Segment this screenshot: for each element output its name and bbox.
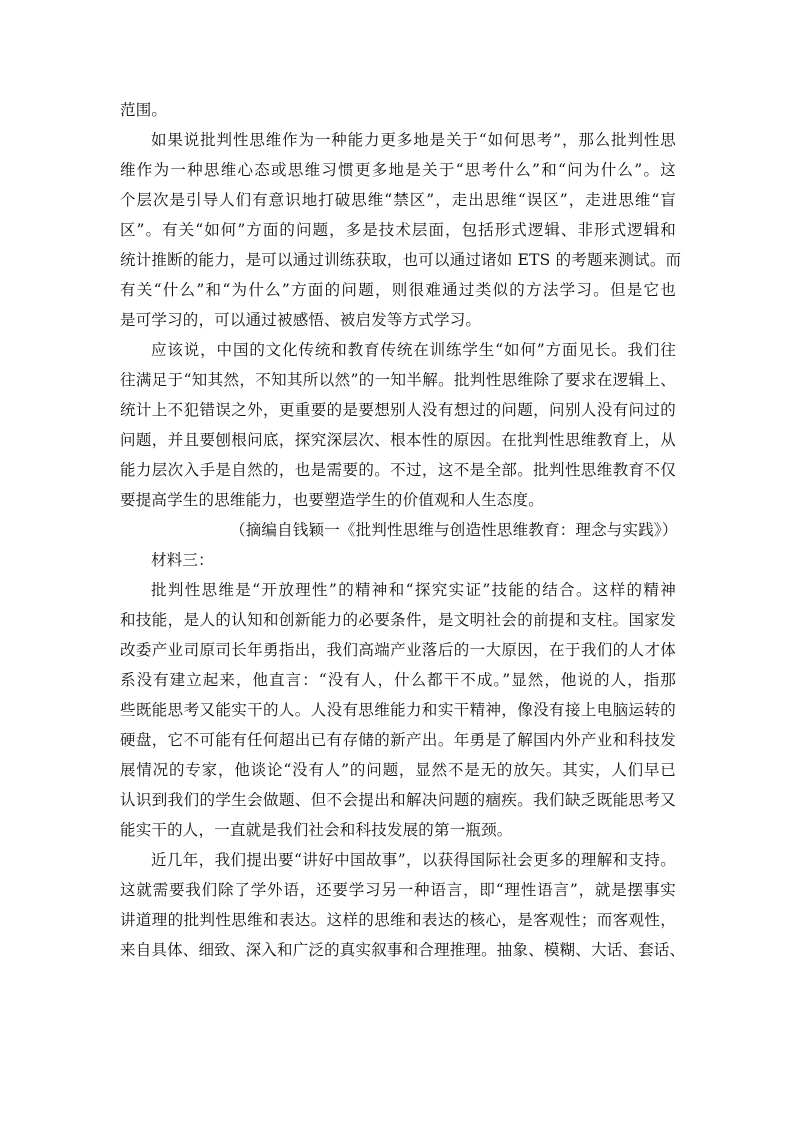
text-line: 认识到我们的学生会做题、但不会提出和解决问题的痼疾。我们缺乏既能思考又 [120, 791, 676, 809]
text-line: 有关“什么”和“为什么”方面的问题，则很难通过类似的方法学习。但是它也 [120, 281, 676, 299]
text-line: 问题，并且要刨根问底，探究深层次、根本性的原因。在批判性思维教育上，从 [120, 431, 676, 449]
text-line: 讲道理的批判性思维和表达。这样的思维和表达的核心，是客观性；而客观性， [120, 911, 676, 929]
text-line: 改委产业司原司长年勇指出，我们高端产业落后的一大原因，在于我们的人才体 [120, 641, 676, 659]
text-line: 系没有建立起来，他直言：“没有人，什么都干不成。”显然，他说的人，指那 [120, 671, 676, 689]
text-line: 是可学习的，可以通过被感悟、被启发等方式学习。 [120, 311, 482, 329]
text-line: 区”。有关“如何”方面的问题，多是技术层面，包括形式逻辑、非形式逻辑和 [120, 221, 676, 239]
text-line: 统计推断的能力，是可以通过训练获取，也可以通过诸如 ETS 的考题来测试。而 [120, 251, 682, 269]
text-line: 来自具体、细致、深入和广泛的真实叙事和合理推理。抽象、模糊、大话、套话、 [120, 941, 686, 959]
source-citation: （摘编自钱颖一《批判性思维与创造性思维教育：理念与实践》） [230, 521, 678, 539]
text-line: 应该说，中国的文化传统和教育传统在训练学生“如何”方面见长。我们往 [151, 341, 676, 359]
text-line: 能实干的人，一直就是我们社会和科技发展的第一瓶颈。 [120, 821, 513, 839]
text-line: 硬盘，它不可能有任何超出已有存储的新产出。年勇是了解国内外产业和科技发 [120, 731, 676, 749]
text-line: 维作为一种思维心态或思维习惯更多地是关于“思考什么”和“问为什么”。这 [120, 161, 676, 179]
text-line: 个层次是引导人们有意识地打破思维“禁区”，走出思维“误区”，走进思维“盲 [120, 191, 676, 209]
text-line: 些既能思考又能实干的人。人没有思维能力和实干精神，像没有接上电脑运转的 [120, 701, 676, 719]
text-line: 能力层次入手是自然的，也是需要的。不过，这不是全部。批判性思维教育不仅 [120, 461, 676, 479]
text-line: 要提高学生的思维能力，也要塑造学生的价值观和人生态度。 [120, 491, 544, 509]
text-line: 范围。 [120, 101, 168, 119]
text-line: 统计上不犯错误之外，更重要的是要想别人没有想过的问题，问别人没有问过的 [120, 401, 676, 419]
text-line: 往满足于“知其然，不知其所以然”的一知半解。批判性思维除了要求在逻辑上、 [120, 371, 676, 389]
document-body [120, 95, 686, 965]
text-line: 这就需要我们除了学外语，还要学习另一种语言，即“理性语言”，就是摆事实 [120, 881, 676, 899]
text-line: 和技能，是人的认知和创新能力的必要条件，是文明社会的前提和支柱。国家发 [120, 611, 676, 629]
text-line: 批判性思维是“开放理性”的精神和“探究实证”技能的结合。这样的精神 [151, 581, 676, 599]
text-line: 如果说批判性思维作为一种能力更多地是关于“如何思考”，那么批判性思 [151, 131, 676, 149]
section-heading: 材料三： [151, 551, 214, 569]
text-line: 展情况的专家，他谈论“没有人”的问题，显然不是无的放矢。其实，人们早已 [120, 761, 676, 779]
text-line: 近几年，我们提出要“讲好中国故事”，以获得国际社会更多的理解和支持。 [151, 851, 676, 869]
